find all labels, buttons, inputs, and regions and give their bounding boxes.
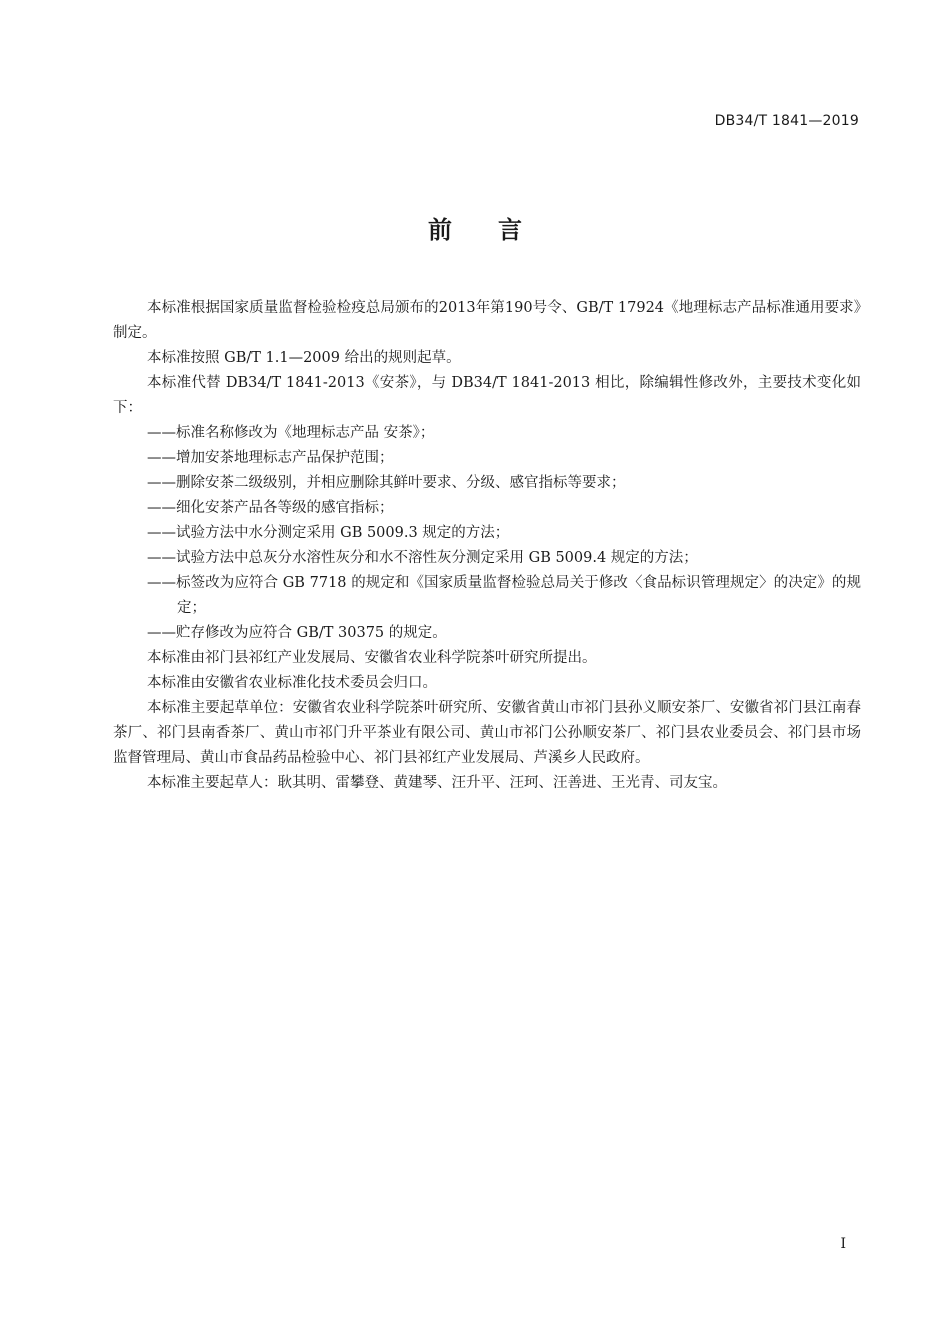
paragraph-replacement: 本标准代替 DB34/T 1841-2013《安茶》，与 DB34/T 1841-2013 相比，除编辑性修改外，主要技术变化如下： (113, 375, 861, 416)
paragraph-drafters: 本标准主要起草人：耿其明、雷攀登、黄建琴、汪升平、汪珂、汪善进、王光青、司友宝。 (147, 775, 727, 791)
page-number: I (840, 1236, 846, 1252)
change-item: ——试验方法中水分测定采用 GB 5009.3 规定的方法； (147, 525, 510, 541)
change-item: ——增加安茶地理标志产品保护范围； (147, 450, 394, 466)
change-item: ——贮存修改为应符合 GB/T 30375 的规定。 (147, 625, 447, 641)
paragraph-drafting-rules: 本标准按照 GB/T 1.1—2009 给出的规则起草。 (147, 350, 461, 366)
paragraph-basis: 本标准根据国家质量监督检验检疫总局颁布的2013年第190号令、GB/T 17924《地理标志产品标准通用要求》制定。 (113, 300, 861, 341)
paragraph-drafting-units: 本标准主要起草单位：安徽省农业科学院茶叶研究所、安徽省黄山市祁门县孙义顺安茶厂、安徽省祁门县江南春茶厂、祁门县南香茶厂、黄山市祁门升平茶业有限公司、黄山市祁门公孙顺安茶厂、祁门县农业委员会、祁门县市场监督管理局、黄山市食品药品检验中心、祁门县祁红产业发展局、芦溪乡人民政府。 (113, 700, 861, 766)
change-item: ——标准名称修改为《地理标志产品 安茶》； (147, 425, 435, 441)
change-item: ——删除安茶二级级别，并相应删除其鲜叶要求、分级、感官指标等要求； (147, 475, 626, 491)
paragraph-proposer: 本标准由祁门县祁红产业发展局、安徽省农业科学院茶叶研究所提出。 (147, 650, 597, 666)
foreword-body (113, 296, 861, 796)
paragraph-centralized: 本标准由安徽省农业标准化技术委员会归口。 (147, 675, 437, 691)
standard-code: DB34/T 1841—2019 (714, 113, 859, 129)
change-item: ——试验方法中总灰分水溶性灰分和水不溶性灰分测定采用 GB 5009.4 规定的方法； (147, 550, 698, 566)
change-item: ——细化安茶产品各等级的感官指标； (147, 500, 394, 516)
page-title: 前言 (428, 216, 568, 244)
change-item: ——标签改为应符合 GB 7718 的规定和《国家质量监督检验总局关于修改〈食品标识管理规定〉的决定》的规定； (147, 575, 861, 616)
